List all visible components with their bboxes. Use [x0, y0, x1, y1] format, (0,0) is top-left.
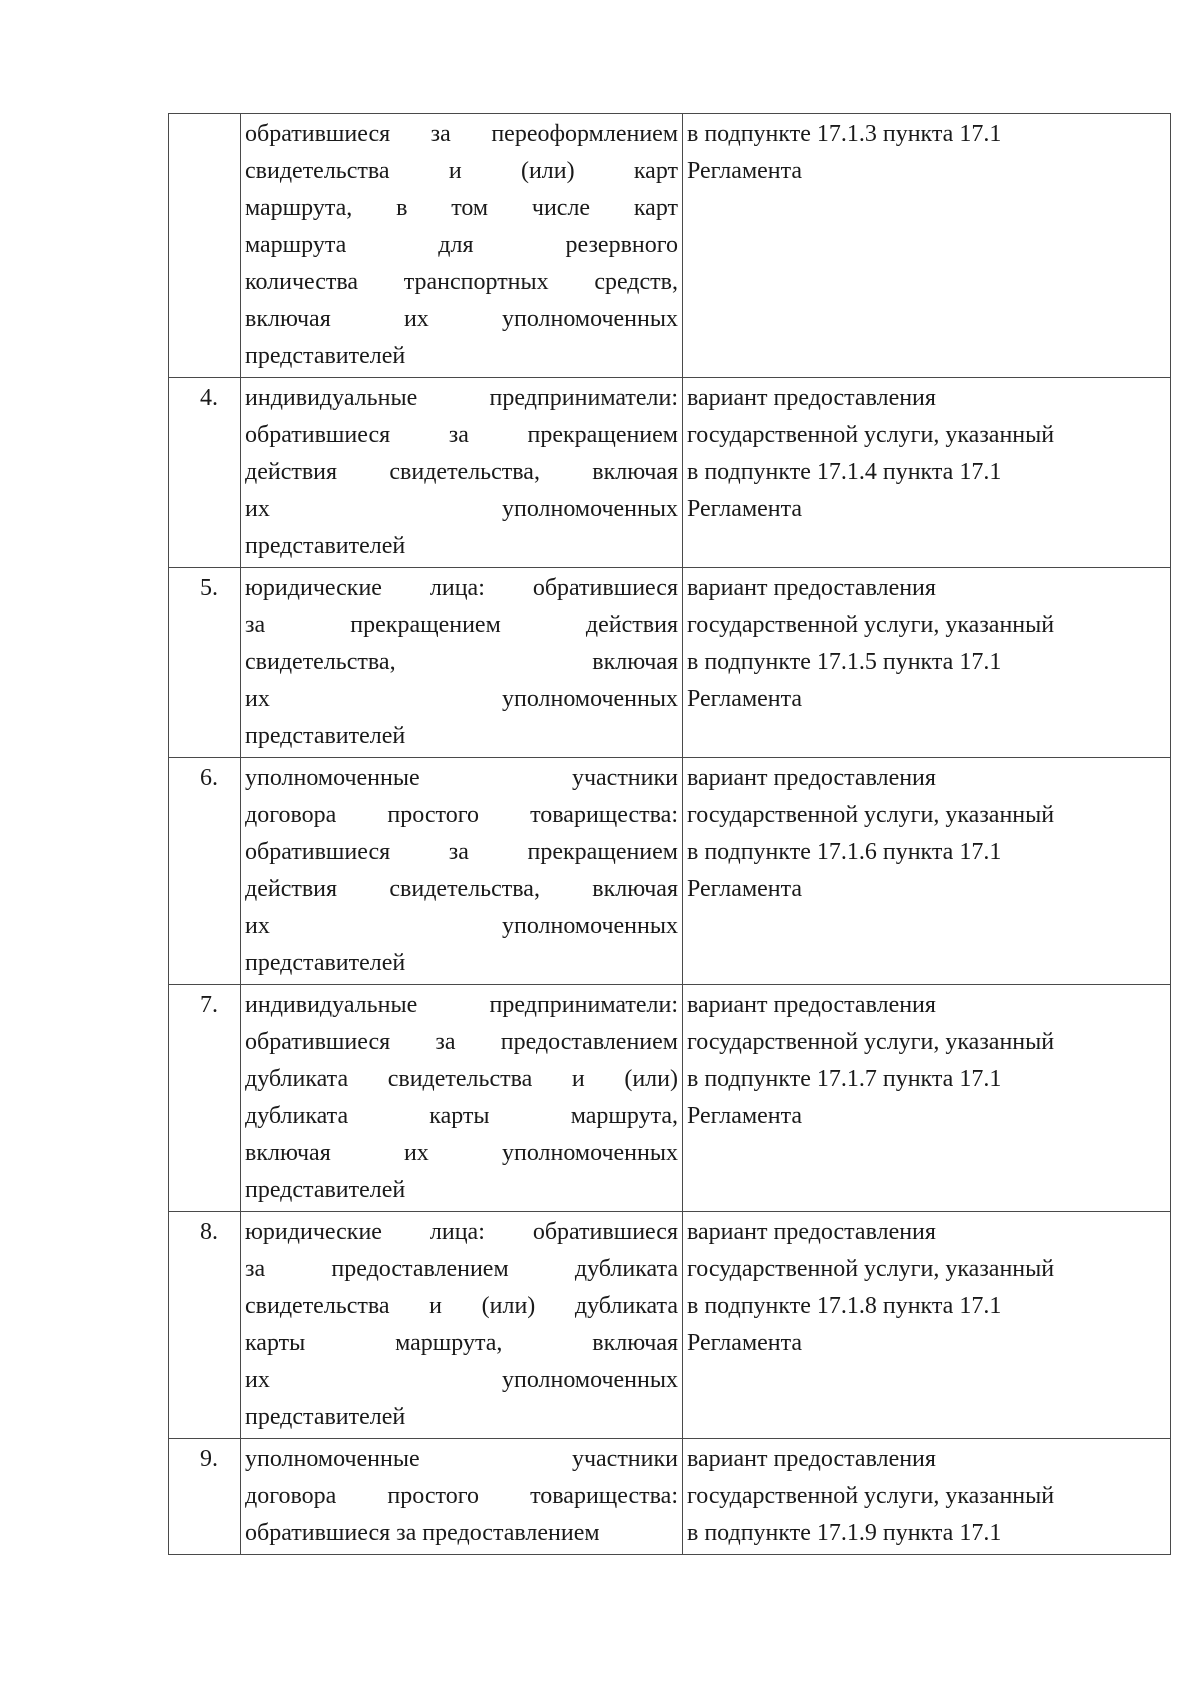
category-text-line: дубликата карты маршрута,	[245, 1103, 678, 1129]
variant-text-line: Регламента	[687, 876, 803, 902]
variant-text-line: в подпункте 17.1.9 пункта 17.1	[687, 1520, 1002, 1546]
variant-text-line: в подпункте 17.1.6 пункта 17.1	[687, 839, 1002, 865]
category-text-line: действия свидетельства, включая	[245, 876, 678, 902]
category-text-line: включая их уполномоченных	[245, 1140, 678, 1166]
variant-text-line: вариант предоставления	[687, 1219, 936, 1245]
variant-text-line: государственной услуги, указанный	[687, 1483, 1055, 1509]
category-text-line: договора простого товарищества:	[245, 802, 678, 828]
category-text-line: маршрута для резервного	[245, 232, 678, 258]
category-text-line: индивидуальные предприниматели:	[245, 385, 678, 411]
category-text-line: включая их уполномоченных	[245, 306, 678, 332]
row-number-cell	[169, 114, 241, 378]
applicant-category-cell	[241, 1212, 683, 1439]
table-row	[169, 568, 1171, 758]
variant-text-line: Регламента	[687, 1103, 803, 1129]
variant-text-line: в подпункте 17.1.3 пункта 17.1	[687, 121, 1002, 147]
variant-text-line: вариант предоставления	[687, 575, 936, 601]
variant-text-line: Регламента	[687, 686, 803, 712]
category-text-line: представителей	[245, 1177, 406, 1203]
category-text-line: обратившиеся за прекращением	[245, 422, 678, 448]
row-number-cell: 9.	[169, 1439, 241, 1555]
row-number-cell: 6.	[169, 758, 241, 985]
row-number-cell: 4.	[169, 378, 241, 568]
table-row	[169, 1439, 1171, 1555]
category-text-line: их уполномоченных	[245, 496, 678, 522]
category-text-line: индивидуальные предприниматели:	[245, 992, 678, 1018]
applicant-category-cell	[241, 985, 683, 1212]
variant-text-line: государственной услуги, указанный	[687, 1029, 1055, 1055]
service-variant-cell	[683, 1212, 1171, 1439]
category-text-line: представителей	[245, 343, 406, 369]
category-text-line: их уполномоченных	[245, 913, 678, 939]
category-text-line: представителей	[245, 1404, 406, 1430]
service-variant-cell	[683, 985, 1171, 1212]
variant-text-line: государственной услуги, указанный	[687, 422, 1055, 448]
table-row	[169, 985, 1171, 1212]
table-row	[169, 114, 1171, 378]
applicant-category-cell	[241, 568, 683, 758]
category-text-line: действия свидетельства, включая	[245, 459, 678, 485]
table-row	[169, 378, 1171, 568]
variant-text-line: вариант предоставления	[687, 385, 936, 411]
variant-text-line: государственной услуги, указанный	[687, 1256, 1055, 1282]
applicant-category-cell	[241, 758, 683, 985]
variant-text-line: в подпункте 17.1.5 пункта 17.1	[687, 649, 1002, 675]
variant-text-line: государственной услуги, указанный	[687, 802, 1055, 828]
variant-text-line: государственной услуги, указанный	[687, 612, 1055, 638]
row-number-cell: 5.	[169, 568, 241, 758]
category-text-line: представителей	[245, 723, 406, 749]
variant-text-line: в подпункте 17.1.7 пункта 17.1	[687, 1066, 1002, 1092]
category-text-line: дубликата свидетельства и (или)	[245, 1066, 678, 1092]
variant-text-line: вариант предоставления	[687, 1446, 936, 1472]
category-text-line: свидетельства, включая	[245, 649, 678, 675]
service-variant-cell	[683, 378, 1171, 568]
table-row	[169, 1212, 1171, 1439]
variant-text-line: вариант предоставления	[687, 765, 936, 791]
category-text-line: за прекращением действия	[245, 612, 678, 638]
category-text-line: представителей	[245, 950, 406, 976]
category-text-line: обратившиеся за предоставлением	[245, 1520, 600, 1546]
variant-text-line: Регламента	[687, 496, 803, 522]
category-text-line: уполномоченные участники	[245, 765, 678, 791]
table-body	[169, 114, 1171, 1555]
document-table	[168, 113, 1171, 1555]
variant-text-line: Регламента	[687, 158, 803, 184]
category-text-line: юридические лица: обратившиеся	[245, 575, 678, 601]
service-variant-cell	[683, 114, 1171, 378]
service-variant-cell	[683, 568, 1171, 758]
applicant-category-cell	[241, 1439, 683, 1555]
applicant-category-cell	[241, 378, 683, 568]
service-variant-cell	[683, 1439, 1171, 1555]
variant-text-line: в подпункте 17.1.8 пункта 17.1	[687, 1293, 1002, 1319]
category-text-line: представителей	[245, 533, 406, 559]
category-text-line: обратившиеся за переоформлением	[245, 121, 678, 147]
category-text-line: количества транспортных средств,	[245, 269, 678, 295]
variant-text-line: в подпункте 17.1.4 пункта 17.1	[687, 459, 1002, 485]
category-text-line: обратившиеся за прекращением	[245, 839, 678, 865]
category-text-line: маршрута, в том числе карт	[245, 195, 678, 221]
table-row	[169, 758, 1171, 985]
category-text-line: юридические лица: обратившиеся	[245, 1219, 678, 1245]
category-text-line: за предоставлением дубликата	[245, 1256, 678, 1282]
category-text-line: свидетельства и (или) карт	[245, 158, 678, 184]
category-text-line: уполномоченные участники	[245, 1446, 678, 1472]
applicant-category-cell	[241, 114, 683, 378]
variant-text-line: Регламента	[687, 1330, 803, 1356]
category-text-line: их уполномоченных	[245, 686, 678, 712]
category-text-line: обратившиеся за предоставлением	[245, 1029, 678, 1055]
variant-text-line: вариант предоставления	[687, 992, 936, 1018]
category-text-line: их уполномоченных	[245, 1367, 678, 1393]
category-text-line: договора простого товарищества:	[245, 1483, 678, 1509]
row-number-cell: 7.	[169, 985, 241, 1212]
service-variant-cell	[683, 758, 1171, 985]
row-number-cell: 8.	[169, 1212, 241, 1439]
category-text-line: свидетельства и (или) дубликата	[245, 1293, 678, 1319]
category-text-line: карты маршрута, включая	[245, 1330, 678, 1356]
